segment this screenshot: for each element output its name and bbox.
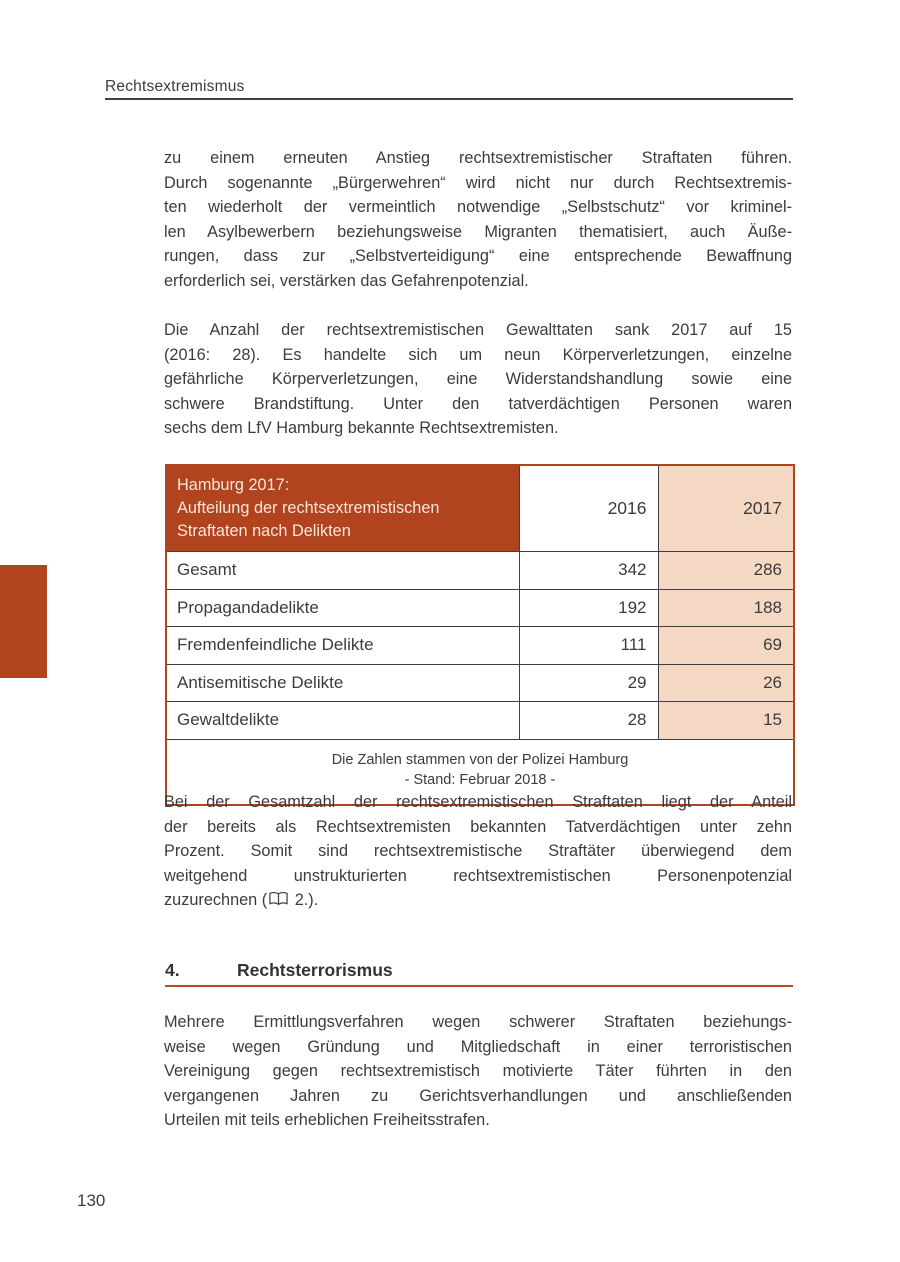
text-line: Straftaten nach Delikten xyxy=(177,522,351,540)
column-header-2016: 2016 xyxy=(519,465,658,552)
tail-text-after: 2.). xyxy=(290,891,319,910)
crime-statistics-table xyxy=(165,464,793,806)
paragraph-gesamtzahl-lines xyxy=(164,790,792,888)
text-line: gefährliche Körperverletzungen, eine Widerstandshandlung sowie eine xyxy=(164,370,792,389)
text-line: Urteilen mit teils erheblichen Freiheitsstrafen. xyxy=(164,1111,490,1130)
page-number: 130 xyxy=(77,1191,106,1210)
table-row xyxy=(166,702,794,740)
table-footnote xyxy=(167,751,793,790)
text-line: Vereinigung gegen rechtsextremistisch motivierte Täter führten in den xyxy=(164,1062,792,1081)
value-2016-cell: 29 xyxy=(519,664,658,702)
delikt-label-cell: Fremdenfeindliche Delikte xyxy=(166,627,519,665)
text-line: Hamburg 2017: xyxy=(177,476,290,494)
running-header: Rechtsextremismus xyxy=(105,78,245,95)
text-line: weise wegen Gründung und Mitgliedschaft in einer terroristischen xyxy=(164,1037,792,1056)
text-line: der bereits als Rechtsextremisten bekannten Tatverdächtigen unter zehn xyxy=(164,817,792,836)
paragraph-buergerwehren xyxy=(164,146,792,294)
section-number: 4. xyxy=(165,960,180,980)
text-line: Durch sogenannte „Bürgerwehren“ wird nicht nur durch Rechtsextremis- xyxy=(164,173,792,192)
text-line: len Asylbewerbern beziehungsweise Migranten thematisiert, auch Äuße- xyxy=(164,222,792,241)
value-2017-cell: 188 xyxy=(658,589,794,627)
value-2016-cell: 342 xyxy=(519,552,658,590)
table-header-row xyxy=(166,465,794,552)
table-row xyxy=(166,552,794,590)
column-header-2017: 2017 xyxy=(658,465,794,552)
text-line: Bei der Gesamtzahl der rechtsextremistischen Straftaten liegt der Anteil xyxy=(164,793,792,811)
paragraph-gesamtzahl-tail xyxy=(164,888,792,913)
text-line: Aufteilung der rechtsextremistischen xyxy=(177,499,440,517)
value-2017-cell: 286 xyxy=(658,552,794,590)
text-line: zu einem erneuten Anstieg rechtsextremistischer Straftaten führen. xyxy=(164,149,792,167)
text-line: ten wiederholt der vermeintlich notwendige „Selbstschutz“ vor kriminel- xyxy=(164,198,792,217)
paragraph-gesamtzahl xyxy=(164,790,792,913)
delikt-label-cell: Gesamt xyxy=(166,552,519,590)
delikt-label-cell: Antisemitische Delikte xyxy=(166,664,519,702)
text-line: sechs dem LfV Hamburg bekannte Rechtsextremisten. xyxy=(164,419,559,438)
text-line: (2016: 28). Es handelte sich um neun Körperverletzungen, einzelne xyxy=(164,345,792,364)
table-body xyxy=(166,552,794,740)
value-2016-cell: 28 xyxy=(519,702,658,740)
text-line: erforderlich sei, verstärken das Gefahrenpotenzial. xyxy=(164,271,529,290)
section-heading xyxy=(165,960,793,981)
delikt-label-cell: Gewaltdelikte xyxy=(166,702,519,740)
table-row xyxy=(166,627,794,665)
table-row xyxy=(166,664,794,702)
text-line: - Stand: Februar 2018 - xyxy=(404,771,556,788)
value-2016-cell: 111 xyxy=(519,627,658,665)
open-book-icon xyxy=(267,891,290,909)
text-line: Die Anzahl der rechtsextremistischen Gewalttaten sank 2017 auf 15 xyxy=(164,321,792,339)
delikt-label-cell: Propagandadelikte xyxy=(166,589,519,627)
value-2017-cell: 69 xyxy=(658,627,794,665)
tail-text-before: zuzurechnen ( xyxy=(164,891,268,910)
paragraph-rechtsterrorismus xyxy=(164,1010,792,1133)
text-line: Die Zahlen stammen von der Polizei Hamburg xyxy=(331,752,629,768)
table-title xyxy=(177,474,511,543)
value-2017-cell: 15 xyxy=(658,702,794,740)
text-line: Mehrere Ermittlungsverfahren wegen schwerer Straftaten beziehungs- xyxy=(164,1013,792,1031)
table-row xyxy=(166,589,794,627)
text-line: rungen, dass zur „Selbstverteidigung“ eine entsprechende Bewaffnung xyxy=(164,247,792,266)
section-heading-rule xyxy=(165,985,793,987)
running-header-rule xyxy=(105,98,793,100)
text-line: Prozent. Somit sind rechtsextremistische Straftäter überwiegend dem xyxy=(164,842,792,861)
text-line: schwere Brandstiftung. Unter den tatverdächtigen Personen waren xyxy=(164,394,792,413)
section-title: Rechtsterrorismus xyxy=(237,960,393,980)
paragraph-gewalttaten xyxy=(164,318,792,441)
text-line: weitgehend unstrukturierten rechtsextremistischen Personenpotenzial xyxy=(164,866,792,885)
value-2016-cell: 192 xyxy=(519,589,658,627)
chapter-edge-tab xyxy=(0,565,47,678)
text-line: vergangenen Jahren zu Gerichtsverhandlungen und anschließenden xyxy=(164,1086,792,1105)
value-2017-cell: 26 xyxy=(658,664,794,702)
table-title-cell xyxy=(166,465,519,552)
